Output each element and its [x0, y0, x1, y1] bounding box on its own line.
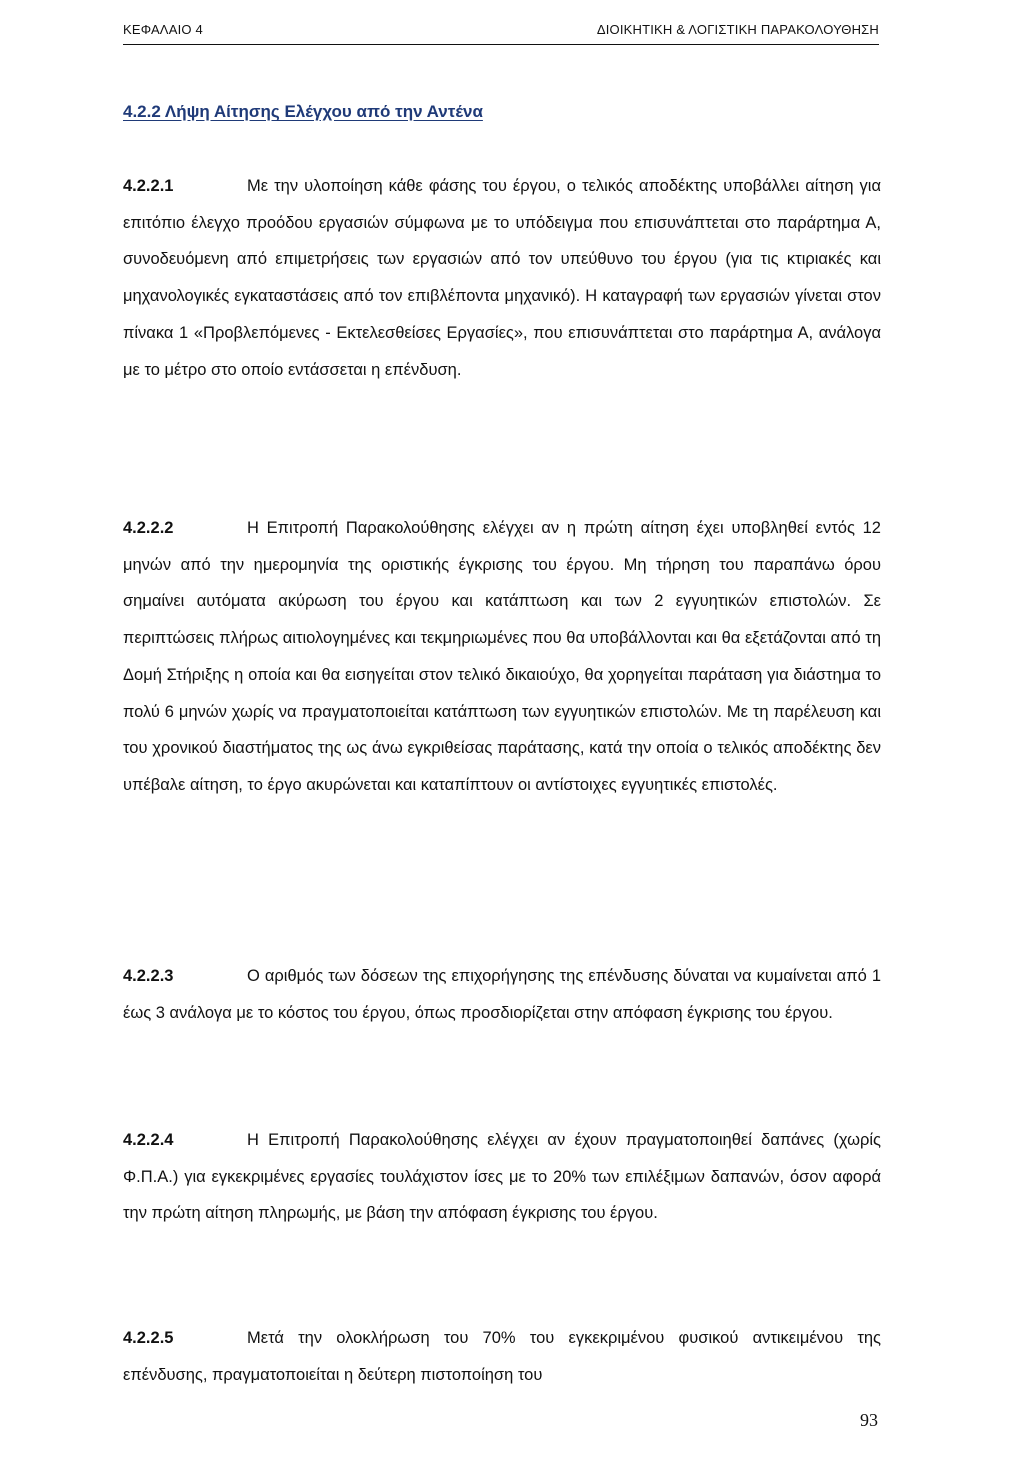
paragraph-4-2-2-3 [123, 958, 881, 1031]
paragraph-4-2-2-4 [123, 1122, 881, 1232]
paragraph-text: Μετά την ολοκλήρωση του 70% του εγκεκριμένου φυσικού αντικειμένου της επένδυσης, πραγματοποιείται η δεύτερη πιστοποίηση του [123, 1329, 881, 1384]
paragraph-number: 4.2.2.2 [123, 519, 174, 537]
paragraph-number: 4.2.2.3 [123, 967, 174, 985]
section-title: 4.2.2 Λήψη Αίτησης Ελέγχου από την Αντένα [123, 102, 483, 121]
page-number: 93 [860, 1410, 878, 1430]
running-header [123, 10, 879, 45]
paragraph-number: 4.2.2.1 [123, 177, 174, 195]
paragraph-text: Η Επιτροπή Παρακολούθησης ελέγχει αν η πρώτη αίτηση έχει υποβληθεί εντός 12 μηνών από την ημερομηνία της οριστικής έγκρισης του έργου. Μη τήρηση του παραπάνω όρου σημαίνει αυτόματα ακύρωση του έργου και κατάπτωση και των 2 εγγυητικών επιστολών. Σε περιπτώσεις πλήρως αιτιολογημένες και τεκμηριωμένες που θα υποβάλλονται και θα εξετάζονται από τη Δομή Στήριξης η οποία και θα εισηγείται στον τελικό δικαιούχο, θα χορηγείται παράταση για διάστημα το πολύ 6 μηνών χωρίς να πραγματοποιείται κατάπτωση των εγγυητικών επιστολών. Με τη παρέλευση και του χρονικού διαστήματος της ως άνω εγκριθείσας παράτασης, κατά την οποία ο τελικός αποδέκτης δεν υπέβαλε αίτηση, το έργο ακυρώνεται και καταπίπτουν οι αντίστοιχες εγγυητικές επιστολές. [123, 519, 881, 794]
paragraph-4-2-2-5 [123, 1320, 881, 1393]
paragraph-text: Η Επιτροπή Παρακολούθησης ελέγχει αν έχουν πραγματοποιηθεί δαπάνες (χωρίς Φ.Π.Α.) για εγκεκριμένες εργασίες τουλάχιστον ίσες με το 20% των επιλέξιμων δαπανών, όσον αφορά την πρώτη αίτηση πληρωμής, με βάση την απόφαση έγκρισης του έργου. [123, 1131, 881, 1223]
paragraph-number: 4.2.2.5 [123, 1329, 174, 1347]
chapter-label: ΚΕΦΑΛΑΙΟ 4 [123, 22, 203, 37]
paragraph-4-2-2-1 [123, 168, 881, 388]
paragraph-text: Με την υλοποίηση κάθε φάσης του έργου, ο τελικός αποδέκτης υποβάλλει αίτηση για επιτόπιο έλεγχο προόδου εργασιών σύμφωνα με το υπόδειγμα που επισυνάπτεται στο παράρτημα Α, συνοδευόμενη από επιμετρήσεις των εργασιών από τον υπεύθυνο του έργου (για τις κτιριακές και μηχανολογικές εγκαταστάσεις από τον επιβλέποντα μηχανικό). Η καταγραφή των εργασιών γίνεται στον πίνακα 1 «Προβλεπόμενες - Εκτελεσθείσες Εργασίες», που επισυνάπτεται στο παράρτημα Α, ανάλογα με το μέτρο στο οποίο εντάσσεται η επένδυση. [123, 177, 881, 379]
paragraph-text: Ο αριθμός των δόσεων της επιχορήγησης της επένδυσης δύναται να κυμαίνεται από 1 έως 3 ανάλογα με το κόστος του έργου, όπως προσδιορίζεται στην απόφαση έγκρισης του έργου. [123, 967, 881, 1022]
section-name-label: ΔΙΟΙΚΗΤΙΚΗ & ΛΟΓΙΣΤΙΚΗ ΠΑΡΑΚΟΛΟΥΘΗΣΗ [596, 22, 879, 37]
paragraph-4-2-2-2 [123, 510, 881, 804]
paragraph-number: 4.2.2.4 [123, 1131, 174, 1149]
